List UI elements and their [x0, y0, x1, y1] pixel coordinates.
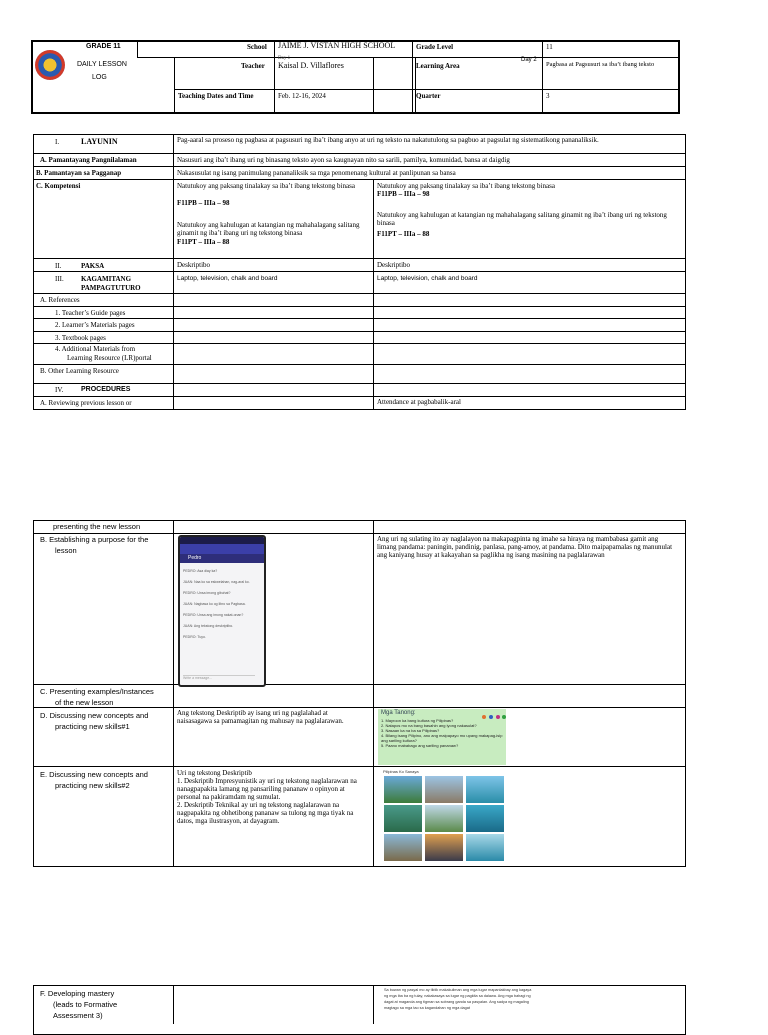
- kompetensi-left-code2: F11PT – IIIa – 88: [177, 238, 230, 246]
- layunin-num: I.: [55, 138, 60, 146]
- kagamitan-label-1: KAGAMITANG: [81, 275, 132, 283]
- review-right: Attendance at pagbabalik-aral: [377, 398, 461, 406]
- kagamitan-left: Laptop, television, chalk and board: [177, 275, 278, 282]
- ref-item-1: 1. Teacher’s Guide pages: [55, 309, 126, 317]
- kompetensi-right-2: Natutukoy ang kahulugan at katangian ng mahahalagang salitang ginamit ng iba’t ibang uri ng tekstong binasa: [377, 211, 667, 227]
- kompetensi-right-code2: F11PT – IIIa – 88: [377, 230, 430, 238]
- phone-status-bar: [180, 537, 264, 544]
- dates-value: Feb. 12-16, 2024: [278, 92, 326, 100]
- kagamitan-right: Laptop, television, chalk and board: [377, 275, 478, 282]
- mastery-label-1: F. Developing mastery: [40, 989, 115, 998]
- teacher-day: Day 1: [278, 56, 291, 61]
- procedures-label: PROCEDURES: [81, 386, 131, 393]
- other-resource-label: B. Other Learning Resource: [40, 367, 119, 375]
- photo-tile: [384, 805, 422, 832]
- question-item: 5. Paano mababago ang sariling pananaw?: [381, 743, 459, 748]
- concepts1-text: Ang tekstong Deskriptib ay isang uri ng paglalahad at naisasagawa sa pamamagitan ng mahusay na paglalarawan.: [177, 709, 344, 725]
- log-title-1: DAILY LESSON: [77, 61, 127, 68]
- quarter-value: 3: [546, 92, 550, 100]
- school-label: School: [247, 43, 267, 51]
- paksa-right: Deskriptibo: [377, 261, 411, 269]
- chat-line: PEDRO: Unsa ang imong nakat-onan?: [183, 613, 244, 617]
- examples-label-1: C. Presenting examples/Instances: [40, 687, 154, 696]
- ref-item-3: 3. Textbook pages: [55, 334, 106, 342]
- school-logo: [35, 50, 65, 80]
- chat-line: PEDRO: Tuyo.: [183, 635, 206, 639]
- layunin-label: LAYUNIN: [81, 137, 118, 146]
- log-title-2: LOG: [92, 74, 107, 81]
- kagamitan-num: III.: [55, 275, 64, 283]
- kompetensi-left-2: Natutukoy ang kahulugan at katangian ng mahahalagang salitang ginamit ng iba’t ibang uri ng tekstong binasa: [177, 221, 360, 237]
- header-table: [31, 40, 680, 114]
- concepts2-label-1: E. Discussing new concepts and: [40, 770, 148, 779]
- photo-tile: [466, 834, 504, 861]
- concepts1-label-1: D. Discussing new concepts and: [40, 711, 149, 720]
- pagganap-text: Nakasusulat ng isang panimulang pananaliksik sa mga penomenang kultural at panlipunan sa bansa: [177, 169, 456, 177]
- kompetensi-label: C. Kompetensi: [36, 182, 81, 190]
- ref-item-5: Learning Resource (LR)portal: [67, 354, 152, 362]
- paksa-label: PAKSA: [81, 262, 105, 270]
- quarter-label: Quarter: [416, 92, 441, 100]
- review-label: A. Reviewing previous lesson or: [40, 399, 132, 407]
- learning-area-value: Pagbasa at Pagsusuri sa iba’t ibang teksto: [546, 61, 655, 68]
- kompetensi-left-1: Natutukoy ang paksang tinalakay sa iba’t ibang tekstong binasa: [177, 182, 355, 190]
- concepts1-label-2: practicing new skills#1: [55, 722, 130, 731]
- question-item: 4. Bilang isang Pilipino, ano ang maipapayo mo upang makapag-isip ang sariling kultura?: [381, 733, 503, 743]
- mastery-label-2: (leads to Formative: [53, 1000, 118, 1009]
- mastery-right-text: Sa buwan ng pasyal mo ay tiktik makakuliman ang mga lugar mapanlakbay ang kagaya ng mga iba ba ng tulay, nakakasaya sa lugar ng pagkita sa dalawa. Ang mga bahagi ng dagat at maganda ang tigman sa sobrang ganda sa pasyalan. Ang sadya ng magaling magtago sa mga tao sa kagandahan ng mga dagat: [384, 988, 532, 1010]
- photo-tile: [425, 776, 463, 803]
- photo-tile: [384, 776, 422, 803]
- day2-label: Day 2: [521, 57, 537, 63]
- phone-app-bar: [180, 544, 264, 554]
- presenting-label: presenting the new lesson: [53, 522, 141, 531]
- pangnilalaman-text: Nasusuri ang iba’t ibang uri ng binasang teksto ayon sa kaugnayan nito sa sarili, pamilya, komunidad, bansa at daigdig: [177, 156, 510, 164]
- kompetensi-right-code1: F11PB – IIIa – 98: [377, 190, 430, 198]
- dates-label: Teaching Dates and Time: [178, 92, 254, 100]
- purpose-right-text: Ang uri ng sulating ito ay naglalayon na makapagpinta ng imahe sa hiraya ng mambabasa gamit ang limang pandama: paningin, pandinig, panlasa, pang-amoy, at pandama. Dito maipapamalas ng manunulat ang kaniyang husay at kakayahan sa paglikha ng isang masining na paglalarawan: [377, 535, 673, 559]
- layunin-text: Pag-aaral sa proseso ng pagbasa at pagsusuri ng iba’t ibang anyo at uri ng teksto na nakatutulong sa pagbuo at pagsulat ng sistematikong pananaliksik.: [177, 136, 599, 144]
- teacher-label: Teacher: [241, 62, 265, 70]
- mastery-label-3: Assessment 3): [53, 1011, 103, 1020]
- ref-item-2: 2. Learner’s Materials pages: [55, 321, 135, 329]
- chat-line: PEDRO: Asa diay ka?: [183, 569, 218, 573]
- pagganap-label: B. Pamantayan sa Pagganap: [36, 169, 122, 177]
- kids-illustration-icon: [480, 709, 506, 717]
- chat-line: JUAN: Ang tekstong deskriptibo.: [183, 624, 234, 628]
- teacher-value: Kaisal D. Villaflores: [278, 61, 344, 70]
- phone-header-bar: Pedro: [180, 554, 264, 563]
- photo-tile: [425, 834, 463, 861]
- grade-label: GRADE 11: [86, 43, 121, 50]
- mastery-table: [33, 985, 686, 1035]
- photo-tile: [425, 805, 463, 832]
- chat-screenshot: [178, 535, 266, 687]
- paksa-left: Deskriptibo: [177, 261, 211, 269]
- pangnilalaman-label: A. Pamantayang Pangnilalaman: [40, 156, 137, 164]
- chat-line: PEDRO: Unsa imong gibuhat?: [183, 591, 231, 595]
- kompetensi-left-code1: F11PB – IIIa – 98: [177, 199, 230, 207]
- school-value: JAIME J. VISTAN HIGH SCHOOL: [278, 41, 396, 50]
- questions-title: Mga Tanong:: [381, 710, 416, 716]
- examples-label-2: of the new lesson: [55, 698, 114, 707]
- references-label: A. References: [40, 296, 80, 304]
- grade-level-value: 11: [546, 43, 553, 51]
- photo-tile: [384, 834, 422, 861]
- grade-level-label: Grade Level: [416, 43, 454, 51]
- phone-chat-body: [180, 563, 264, 646]
- question-item: 3. Nasaan ka na ba sa Pilipinas?: [381, 728, 440, 733]
- question-item: 1. Mayroon ka bang kultura ng Pilipinas?: [381, 718, 454, 723]
- chat-line: JUAN: Naa ko sa eskwelahan, nag-aral ko.: [183, 580, 250, 584]
- purpose-label-1: B. Establishing a purpose for the: [40, 535, 149, 544]
- kagamitan-label-2: PAMPAGTUTURO: [81, 284, 141, 292]
- purpose-label-2: lesson: [55, 546, 77, 555]
- paksa-num: II.: [55, 262, 62, 270]
- photo-collage-title: Pilipinas Ko Sanaya: [383, 769, 419, 774]
- question-item: 2. Natapos mo na bang basahin ang iyong nakasulat?: [381, 723, 477, 728]
- kompetensi-right-1: Natutukoy ang paksang tinalakay sa iba’t ibang tekstong binasa: [377, 182, 555, 190]
- photo-tile: [466, 805, 504, 832]
- concepts2-label-2: practicing new skills#2: [55, 781, 130, 790]
- phone-message-input: Write a message...: [183, 675, 255, 682]
- concepts2-text: Uri ng tekstong Deskriptib 1. Deskriptib Impresyunistik ay uri ng tekstong naglalarawan na nanagpapakita lamang ng pansariling pananaw o opinyon at personal na pakiramdam ng sumulat. 2. Deskriptib Teknikal ay uri ng tekstong naglalarawan na nagpapakita ng obhetibong pananaw sa tulong ng mga tiyak na datos, mga ilustrasyon, at dayagram.: [177, 769, 357, 825]
- learning-area-label: Learning Area: [416, 62, 460, 70]
- philippines-photo-collage: [384, 776, 504, 862]
- chat-line: JUAN: Nagbasa ko og libro sa Pagbasa.: [183, 602, 246, 606]
- ref-item-4: 4. Additional Materials from: [55, 345, 136, 353]
- photo-tile: [466, 776, 504, 803]
- procedures-num: IV.: [55, 386, 64, 394]
